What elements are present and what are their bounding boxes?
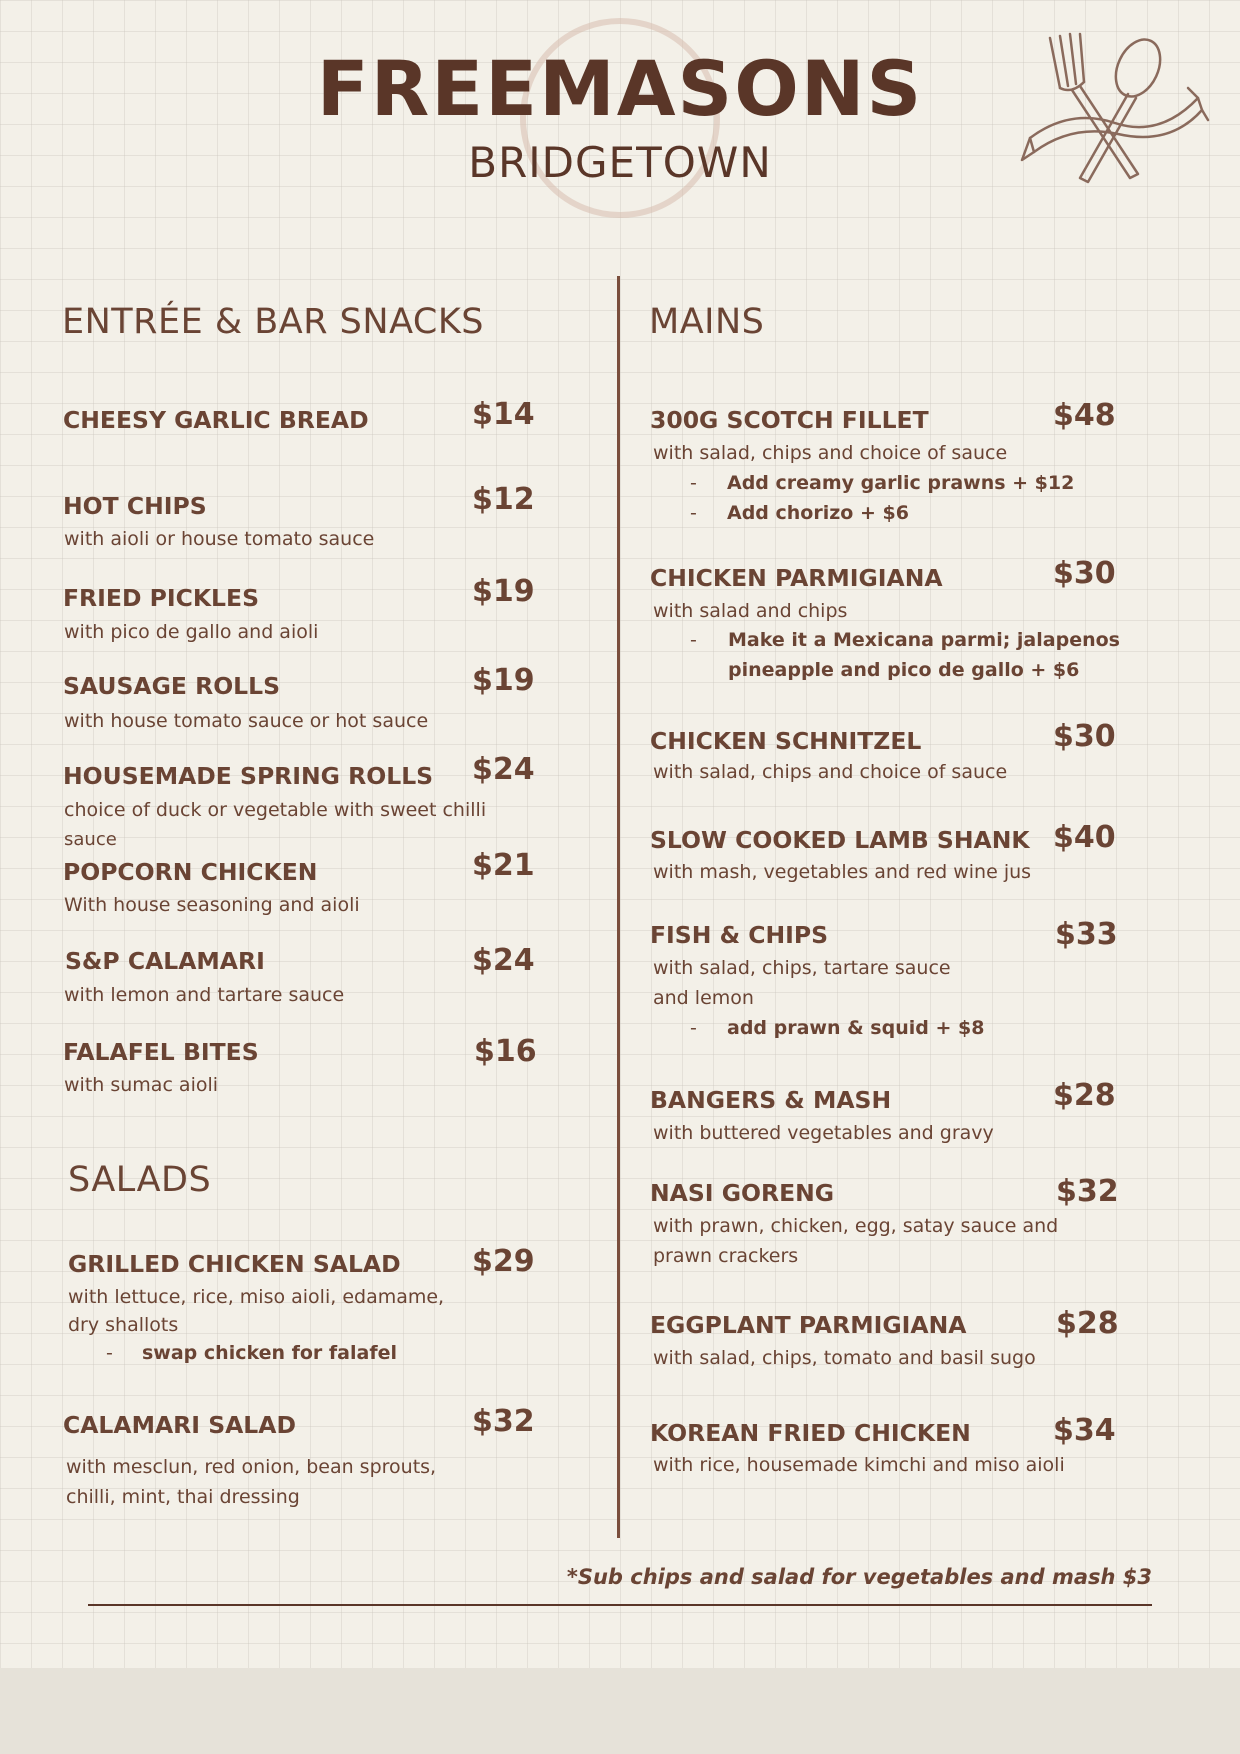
item-price: $12 — [472, 482, 535, 517]
item-name: SLOW COOKED LAMB SHANK — [650, 826, 1030, 854]
item-name: FALAFEL BITES — [63, 1038, 259, 1066]
item-description: with mash, vegetables and red wine jus — [653, 861, 1032, 883]
item-addon: Add creamy garlic prawns + $12 — [727, 472, 1075, 494]
item-price: $24 — [472, 752, 535, 787]
item-name: BANGERS & MASH — [650, 1086, 892, 1114]
restaurant-location: BRIDGETOWN — [468, 138, 772, 187]
item-description: with prawn, chicken, egg, satay sauce and — [653, 1215, 1059, 1237]
item-price: $30 — [1053, 556, 1116, 591]
item-description: dry shallots — [68, 1314, 179, 1336]
item-price: $32 — [1056, 1174, 1119, 1209]
item-name: EGGPLANT PARMIGIANA — [650, 1311, 967, 1339]
item-description: sauce — [64, 829, 117, 850]
item-price: $21 — [472, 848, 535, 883]
bullet-dash: - — [106, 1342, 113, 1364]
item-price: $48 — [1053, 398, 1116, 433]
item-description: with salad, chips and choice of sauce — [653, 442, 1008, 464]
item-description: With house seasoning and aioli — [64, 894, 360, 916]
item-price: $30 — [1053, 719, 1116, 754]
item-name: FRIED PICKLES — [63, 584, 260, 612]
item-price: $19 — [472, 574, 535, 609]
item-description: with mesclun, red onion, bean sprouts, — [66, 1456, 437, 1478]
item-description: with sumac aioli — [64, 1074, 219, 1096]
item-price: $28 — [1056, 1306, 1119, 1341]
item-description: prawn crackers — [653, 1245, 799, 1267]
item-addon: add prawn & squid + $8 — [727, 1017, 985, 1039]
item-name: HOUSEMADE SPRING ROLLS — [63, 762, 434, 790]
item-description: with aioli or house tomato sauce — [64, 528, 375, 550]
heading-entree: ENTRÉE & BAR SNACKS — [62, 302, 484, 342]
item-name: KOREAN FRIED CHICKEN — [650, 1419, 971, 1447]
item-name: 300G SCOTCH FILLET — [650, 406, 929, 434]
bottom-band — [0, 1668, 1240, 1754]
bullet-dash: - — [690, 472, 697, 494]
item-price: $19 — [472, 663, 535, 698]
item-description: choice of duck or vegetable with sweet chilli — [64, 799, 487, 821]
item-price: $16 — [474, 1034, 537, 1069]
item-description: with house tomato sauce or hot sauce — [64, 710, 429, 732]
item-name: S&P CALAMARI — [65, 947, 265, 975]
item-price: $34 — [1053, 1413, 1116, 1448]
item-price: $29 — [472, 1244, 535, 1279]
item-addon: pineapple and pico de gallo + $6 — [728, 659, 1080, 681]
item-description: with lemon and tartare sauce — [64, 984, 345, 1006]
item-name: CALAMARI SALAD — [63, 1411, 296, 1439]
item-name: CHICKEN SCHNITZEL — [650, 727, 922, 755]
item-name: NASI GORENG — [650, 1179, 835, 1207]
item-description: with salad, chips and choice of sauce — [653, 761, 1008, 783]
item-price: $28 — [1053, 1078, 1116, 1113]
item-name: HOT CHIPS — [63, 492, 207, 520]
item-description: and lemon — [653, 987, 754, 1009]
restaurant-title: FREEMASONS — [316, 44, 924, 133]
item-price: $33 — [1055, 917, 1118, 952]
item-price: $14 — [472, 397, 535, 432]
heading-salads: SALADS — [68, 1160, 212, 1200]
item-name: FISH & CHIPS — [650, 921, 829, 949]
item-price: $40 — [1053, 820, 1116, 855]
heading-mains: MAINS — [649, 302, 765, 342]
column-divider — [617, 276, 620, 1538]
item-price: $32 — [472, 1404, 535, 1439]
item-description: with salad, chips, tartare sauce — [653, 957, 951, 979]
item-description: with lettuce, rice, miso aioli, edamame, — [68, 1286, 445, 1308]
item-name: CHICKEN PARMIGIANA — [650, 564, 943, 592]
bullet-dash: - — [690, 1017, 697, 1039]
cutlery-ribbon-icon — [1020, 28, 1210, 188]
bullet-dash: - — [690, 629, 697, 651]
bullet-dash: - — [690, 502, 697, 524]
item-addon: Add chorizo + $6 — [727, 502, 909, 524]
footer-divider — [88, 1604, 1152, 1606]
item-description: with rice, housemade kimchi and miso aioli — [653, 1454, 1065, 1476]
item-description: with pico de gallo and aioli — [64, 621, 319, 643]
item-addon: Make it a Mexicana parmi; jalapenos — [728, 629, 1120, 651]
item-description: chilli, mint, thai dressing — [66, 1486, 300, 1508]
footnote: *Sub chips and salad for vegetables and mash $3 — [566, 1565, 1152, 1589]
item-name: SAUSAGE ROLLS — [63, 672, 281, 700]
item-price: $24 — [472, 943, 535, 978]
item-description: with salad and chips — [653, 600, 848, 622]
item-name: POPCORN CHICKEN — [63, 858, 318, 886]
item-description: with buttered vegetables and gravy — [653, 1122, 994, 1144]
item-description: with salad, chips, tomato and basil sugo — [653, 1347, 1036, 1369]
item-name: GRILLED CHICKEN SALAD — [68, 1250, 401, 1278]
item-addon: swap chicken for falafel — [142, 1342, 398, 1364]
item-name: CHEESY GARLIC BREAD — [63, 406, 369, 434]
